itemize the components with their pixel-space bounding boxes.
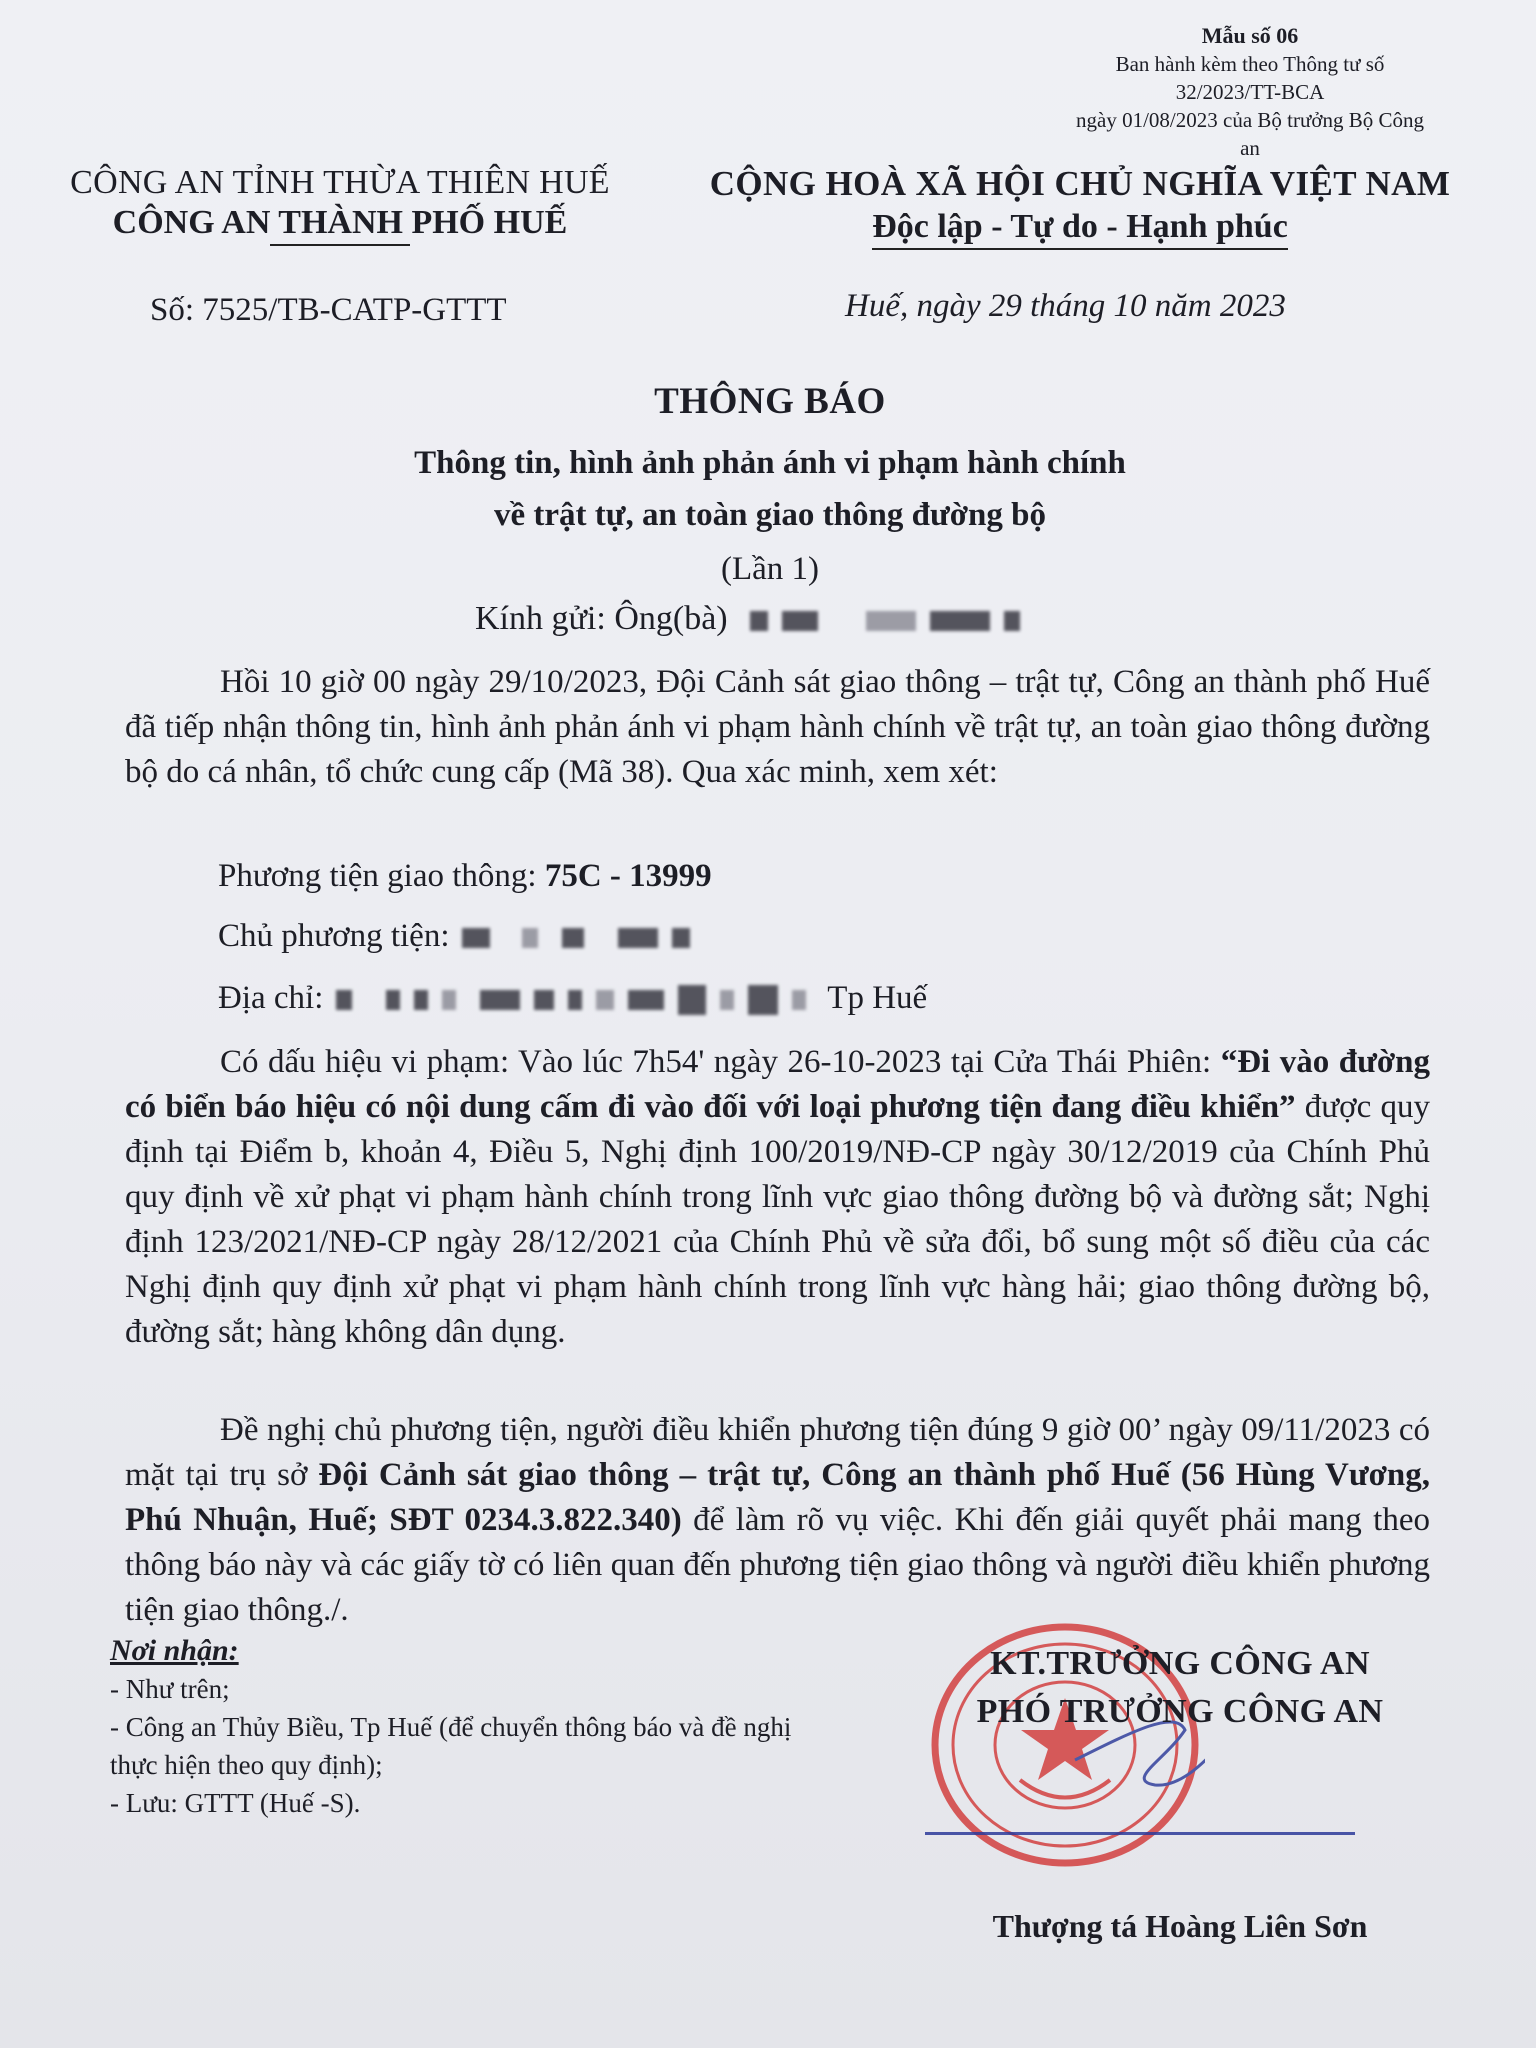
agency-name: CÔNG AN THÀNH PHỐ HUẾ: [112, 204, 568, 241]
redacted-address: [480, 990, 520, 1010]
redacted-address: [596, 990, 614, 1010]
signer-role-line1: KT.TRƯỞNG CÔNG AN: [990, 1645, 1370, 1682]
violation-legal-basis: được quy định tại Điểm b, khoản 4, Điều 5, Nghị định 100/2019/NĐ-CP ngày 30/12/2019 của Chính Phủ quy định về xử phạt vi phạm hành chính trong lĩnh vực giao thông đường bộ và đường sắt; Nghị định 123/2021/NĐ-CP ngày 28/12/2021 của Chính Phủ về sửa đổi, bổ sung một số điều của các Nghị định quy định xử phạt vi phạm hành chính trong lĩnh vực hàng hải; giao thông đường bộ, đường sắt; hàng không dân dụng.: [125, 1089, 1431, 1350]
document-number: Số: 7525/TB-CATP-GTTT: [150, 292, 507, 328]
violation-description: “Đi vào đường có biển báo hiệu có nội dung cấm đi vào đối với loại phương tiện đang điều khiển”: [125, 1044, 1430, 1125]
redacted-owner: [672, 928, 690, 948]
redacted-address: [442, 990, 456, 1010]
redacted-address: [414, 990, 428, 1010]
form-issued-line1: Ban hành kèm theo Thông tư số 32/2023/TT-BCA: [1115, 52, 1385, 104]
redacted-address: [748, 985, 778, 1015]
redacted-owner: [462, 928, 490, 948]
document-subtitle: [120, 437, 1420, 541]
vehicle-plate: 75C - 13999: [544, 858, 712, 894]
form-issued-line2: ngày 01/08/2023 của Bộ trưởng Bộ Công an: [1076, 108, 1424, 160]
redacted-address: [678, 985, 706, 1015]
violation-intro: Có dấu hiệu vi phạm: Vào lúc 7h54' ngày 26-10-2023 tại Cửa Thái Phiên:: [220, 1044, 1221, 1080]
national-header: [690, 164, 1470, 250]
redacted-address: [568, 990, 582, 1010]
recipients-heading: Nơi nhận:: [110, 1634, 239, 1667]
vehicle-line: [218, 858, 712, 895]
request-intro: Đề nghị chủ phương tiện, người điều khiển phương tiện đúng 9 giờ 00’ ngày 09/11/2023 có mặt tại trụ sở: [125, 1412, 1430, 1493]
national-motto: Độc lập - Tự do - Hạnh phúc: [872, 208, 1288, 250]
recipient-item: - Công an Thủy Biều, Tp Huế (để chuyển thông báo và đề nghị thực hiện theo quy định);: [110, 1712, 792, 1780]
signer-name: Thượng tá Hoàng Liên Sơn: [992, 1908, 1368, 1944]
redacted-address: [720, 990, 734, 1010]
redacted-owner: [618, 928, 658, 948]
vehicle-label: Phương tiện giao thông:: [218, 858, 545, 894]
redacted-owner: [562, 928, 584, 948]
subtitle-line1: Thông tin, hình ảnh phản ánh vi phạm hành chính: [414, 445, 1126, 481]
title-block: [120, 380, 1420, 588]
greeting-line: [475, 600, 1034, 638]
redacted-address: [628, 990, 664, 1010]
redacted-name: [866, 611, 916, 631]
agency-underline: [270, 244, 410, 246]
address-label: Địa chỉ:: [218, 980, 332, 1016]
redacted-address: [792, 990, 806, 1010]
redacted-name: [1004, 611, 1020, 631]
owner-label: Chủ phương tiện:: [218, 918, 450, 954]
redacted-address: [534, 990, 554, 1010]
signature-block: [900, 1640, 1460, 1945]
redacted-owner: [522, 928, 538, 948]
recipients-block: [110, 1632, 830, 1822]
document-title: THÔNG BÁO: [654, 381, 886, 422]
signer-role-line2: PHÓ TRƯỞNG CÔNG AN: [976, 1693, 1384, 1730]
address-city: Tp Huế: [827, 980, 928, 1016]
recipient-item: - Như trên;: [110, 1674, 230, 1704]
redacted-name: [782, 611, 818, 631]
owner-line: [218, 918, 704, 955]
form-number: Mẫu số 06: [1201, 23, 1299, 48]
request-details: để làm rõ vụ việc. Khi đến giải quyết phải mang theo thông báo này và các giấy tờ có liên quan đến phương tiện giao thông và người điều khiển phương tiện giao thông./.: [125, 1502, 1430, 1628]
attempt-number: (Lần 1): [720, 551, 820, 587]
document-date: Huế, ngày 29 tháng 10 năm 2023: [845, 288, 1286, 324]
subtitle-line2: về trật tự, an toàn giao thông đường bộ: [493, 497, 1046, 533]
greeting-label: Kính gửi: Ông(bà): [475, 600, 728, 637]
redacted-address: [336, 990, 352, 1010]
form-number-block: [1070, 22, 1430, 162]
request-location: Đội Cảnh sát giao thông – trật tự, Công an thành phố Huế (56 Hùng Vương, Phú Nhuận, Huế; SĐT 0234.3.822.340): [125, 1457, 1430, 1538]
paragraph-request: [125, 1408, 1430, 1633]
agency-header: [40, 164, 640, 246]
redacted-name: [750, 611, 768, 631]
redacted-name: [930, 611, 990, 631]
country-name: CỘNG HOÀ XÃ HỘI CHỦ NGHĨA VIỆT NAM: [709, 164, 1451, 203]
paragraph-violation: [125, 1040, 1430, 1355]
redacted-address: [386, 990, 400, 1010]
address-line: [218, 980, 927, 1017]
agency-parent: CÔNG AN TỈNH THỪA THIÊN HUẾ: [70, 164, 610, 201]
paragraph-intro: Hồi 10 giờ 00 ngày 29/10/2023, Đội Cảnh sát giao thông – trật tự, Công an thành phố Huế đã tiếp nhận thông tin, hình ảnh phản ánh vi phạm hành chính về trật tự, an toàn giao thông đường bộ do cá nhân, tổ chức cung cấp (Mã 38). Qua xác minh, xem xét:: [125, 664, 1430, 790]
recipient-item: - Lưu: GTTT (Huế -S).: [110, 1788, 361, 1818]
